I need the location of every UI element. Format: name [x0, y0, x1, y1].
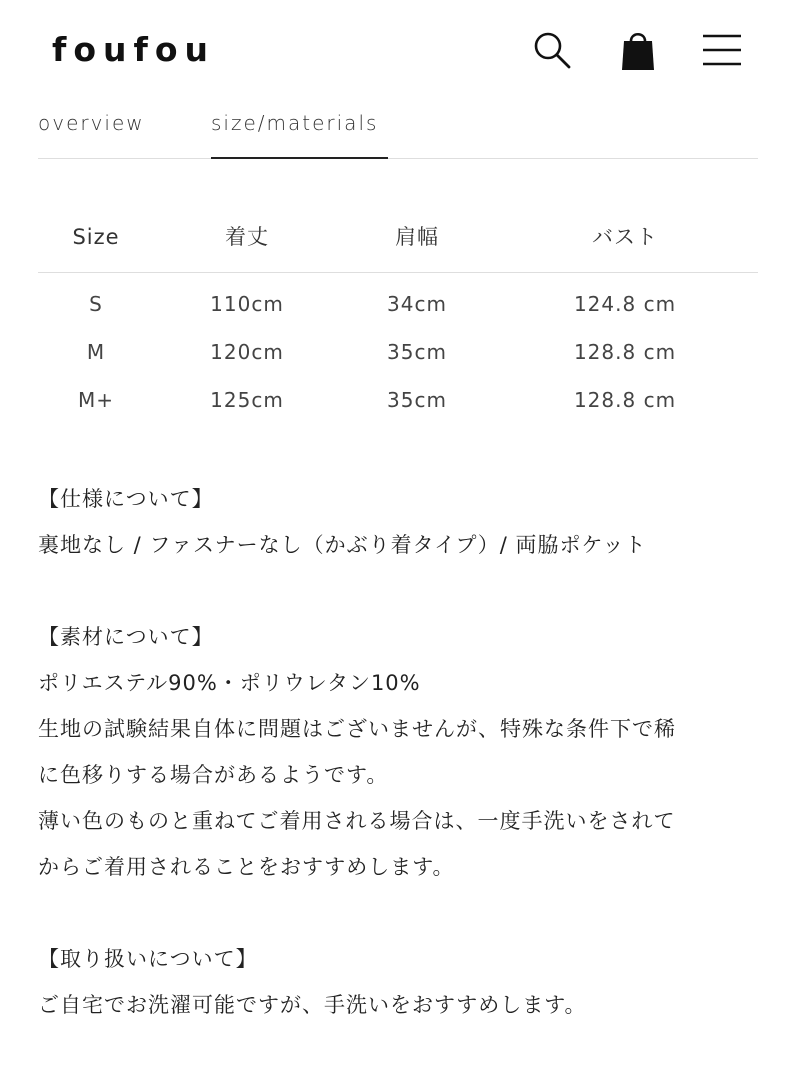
section-spacer: [38, 568, 758, 614]
cell-length: 110cm: [210, 292, 284, 316]
search-icon[interactable]: [530, 28, 574, 72]
section-spacer: [38, 890, 758, 936]
tab-size-materials[interactable]: size/materials: [211, 111, 379, 135]
cell-size: M+: [77, 388, 115, 412]
cell-length: 125cm: [210, 388, 284, 412]
material-line: 生地の試験結果自体に問題はございませんが、特殊な条件下で稀: [38, 717, 676, 741]
care-heading: 【取り扱いについて】: [38, 947, 258, 971]
table-row: [38, 325, 758, 373]
table-row: [38, 373, 758, 421]
active-tab-indicator: [211, 157, 388, 159]
cell-shoulder: 34cm: [387, 292, 447, 316]
cell-size: S: [89, 292, 103, 316]
table-header-row: [38, 208, 758, 273]
shopping-bag-icon[interactable]: [616, 28, 660, 72]
cell-shoulder: 35cm: [387, 340, 447, 364]
cell-size: M: [86, 340, 106, 364]
tab-overview[interactable]: overview: [38, 111, 145, 135]
material-line: に色移りする場合があるようです。: [38, 763, 389, 787]
product-tabs: [38, 100, 758, 159]
care-text: ご自宅でお洗濯可能ですが、手洗いをおすすめします。: [38, 993, 587, 1017]
cell-bust: 128.8 cm: [573, 340, 677, 364]
cell-bust: 124.8 cm: [573, 292, 677, 316]
material-heading: 【素材について】: [38, 625, 214, 649]
menu-icon[interactable]: [700, 28, 744, 72]
cell-bust: 128.8 cm: [573, 388, 677, 412]
spec-heading: 【仕様について】: [38, 487, 214, 511]
size-table: [38, 208, 758, 421]
header-bust: バスト: [592, 225, 658, 249]
header-size: Size: [72, 225, 120, 249]
material-line: からご着用されることをおすすめします。: [38, 855, 455, 879]
header-length: 着丈: [225, 225, 269, 249]
product-details: [38, 476, 758, 1028]
material-line: 薄い色のものと重ねてご着用される場合は、一度手洗いをされて: [38, 809, 676, 833]
site-header: [0, 0, 796, 100]
brand-logo[interactable]: foufou: [52, 30, 216, 69]
header-shoulder: 肩幅: [395, 225, 439, 249]
table-row: [38, 277, 758, 325]
spec-text: 裏地なし / ファスナーなし（かぶり着タイプ）/ 両脇ポケット: [38, 533, 647, 557]
cell-length: 120cm: [210, 340, 284, 364]
cell-shoulder: 35cm: [387, 388, 447, 412]
material-line: ポリエステル90%・ポリウレタン10%: [38, 671, 421, 695]
